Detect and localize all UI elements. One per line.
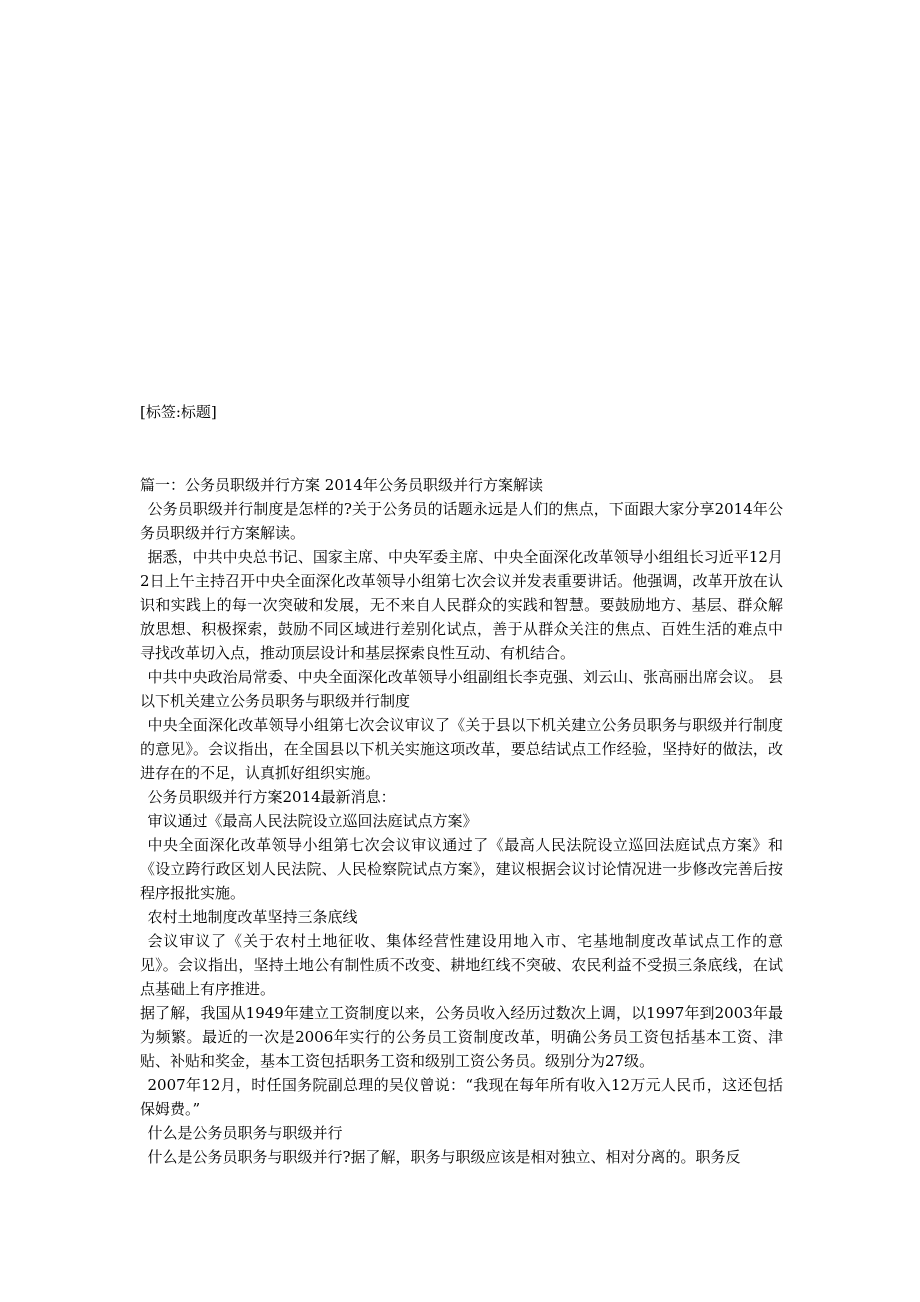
article-body <box>140 473 783 1169</box>
paragraph: 据悉，中共中央总书记、国家主席、中央军委主席、中央全面深化改革领导小组组长习近平12月2日上午主持召开中央全面深化改革领导小组第七次会议并发表重要讲话。他强调，改革开放在认识和实践上的每一次突破和发展，无不来自人民群众的实践和智慧。要鼓励地方、基层、群众解放思想、积极探索，鼓励不同区域进行差别化试点，善于从群众关注的焦点、百姓生活的难点中寻找改革切入点，推动顶层设计和基层探索良性互动、有机结合。 <box>140 548 783 662</box>
article-title: 篇一：公务员职级并行方案 2014年公务员职级并行方案解读 <box>140 476 543 494</box>
paragraph: 什么是公务员职务与职级并行?据了解，职务与职级应该是相对独立、相对分离的。职务反 <box>147 1148 741 1166</box>
section-heading: 审议通过《最高人民法院设立巡回法庭试点方案》 <box>147 812 478 830</box>
paragraph: 会议审议了《关于农村土地征收、集体经营性建设用地入市、宅基地制度改革试点工作的意见》。会议指出，坚持土地公有制性质不改变、耕地红线不突破、农民利益不受损三条底线，在试点基础上有序推进。 <box>140 932 783 998</box>
paragraph: 中央全面深化改革领导小组第七次会议审议通过了《最高人民法院设立巡回法庭试点方案》和《设立跨行政区划人民法院、人民检察院试点方案》，建议根据会议讨论情况进一步修改完善后按程序报批实施。 <box>140 836 783 902</box>
section-heading: 什么是公务员职务与职级并行 <box>147 1124 343 1142</box>
paragraph: 据了解，我国从1949年建立工资制度以来，公务员收入经历过数次上调，以1997年到2003年最为频繁。最近的一次是2006年实行的公务员工资制度改革，明确公务员工资包括基本工资、津贴、补贴和奖金，基本工资包括职务工资和级别工资公务员。级别分为27级。 <box>140 1004 783 1070</box>
section-heading: 农村土地制度改革坚持三条底线 <box>147 908 358 926</box>
paragraph: 中央全面深化改革领导小组第七次会议审议了《关于县以下机关建立公务员职务与职级并行制度的意见》。会议指出，在全国县以下机关实施这项改革，要总结试点工作经验，坚持好的做法，改进存在的不足，认真抓好组织实施。 <box>140 716 783 782</box>
paragraph: 公务员职级并行方案2014最新消息： <box>147 788 396 806</box>
paragraph: 2007年12月，时任国务院副总理的吴仪曾说：“我现在每年所有收入12万元人民币，这还包括保姆费。” <box>140 1076 783 1118</box>
paragraph: 中共中央政治局常委、中央全面深化改革领导小组副组长李克强、刘云山、张高丽出席会议。 县以下机关建立公务员职务与职级并行制度 <box>140 668 783 710</box>
tag-line: [标签:标题] <box>140 403 217 421</box>
paragraph: 公务员职级并行制度是怎样的?关于公务员的话题永远是人们的焦点，下面跟大家分享2014年公务员职级并行方案解读。 <box>140 500 783 542</box>
